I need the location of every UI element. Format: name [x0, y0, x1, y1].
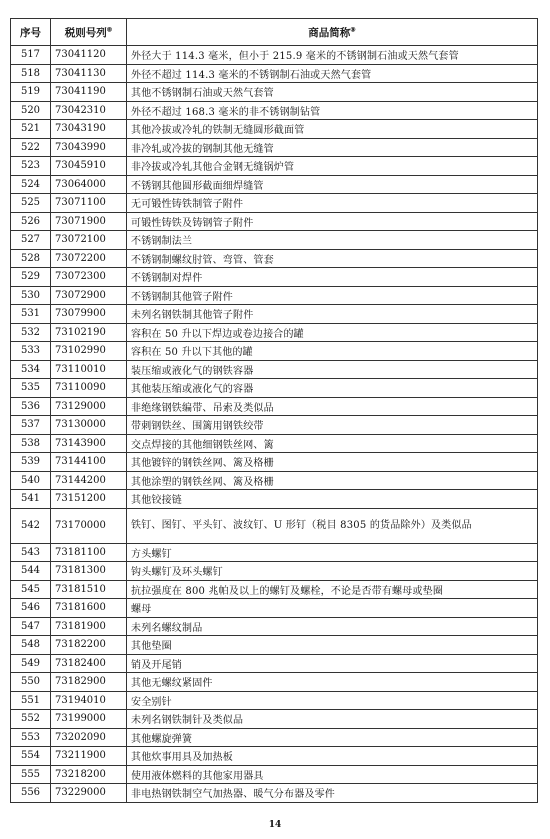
code-cell: 73181510 — [51, 580, 127, 599]
code-cell: 73170000 — [51, 508, 127, 543]
table-row — [11, 212, 538, 231]
name-cell: 容积在 50 升以下其他的罐 — [127, 342, 538, 361]
name-cell: 不锈钢制法兰 — [127, 231, 538, 250]
code-cell: 73181300 — [51, 562, 127, 581]
name-cell: 容积在 50 升以下焊边或卷边接合的罐 — [127, 323, 538, 342]
code-cell: 73072300 — [51, 268, 127, 287]
table-row — [11, 490, 538, 509]
seq-cell: 541 — [11, 490, 51, 509]
seq-cell: 542 — [11, 508, 51, 543]
table-row — [11, 64, 538, 83]
seq-cell: 547 — [11, 617, 51, 636]
seq-cell: 552 — [11, 710, 51, 729]
seq-cell: 534 — [11, 360, 51, 379]
table-row — [11, 231, 538, 250]
name-cell: 使用液体燃料的其他家用器具 — [127, 765, 538, 784]
table-row — [11, 342, 538, 361]
seq-cell: 537 — [11, 416, 51, 435]
name-cell: 可锻性铸铁及铸钢管子附件 — [127, 212, 538, 231]
name-cell: 其他不锈钢制石油或天然气套管 — [127, 83, 538, 102]
code-cell: 73072900 — [51, 286, 127, 305]
tariff-table — [10, 18, 538, 803]
name-cell: 销及开尾销 — [127, 654, 538, 673]
code-cell: 73182900 — [51, 673, 127, 692]
header-name-footnote: ⑨ — [350, 26, 356, 33]
code-cell: 73181100 — [51, 543, 127, 562]
table-row — [11, 305, 538, 324]
table-row — [11, 157, 538, 176]
code-cell: 73043190 — [51, 120, 127, 139]
code-cell: 73181600 — [51, 599, 127, 618]
table-row — [11, 691, 538, 710]
code-cell: 73143900 — [51, 434, 127, 453]
table-row — [11, 194, 538, 213]
header-code-footnote: ⑧ — [106, 26, 113, 33]
name-cell: 不锈钢其他圆形截面细焊缝管 — [127, 175, 538, 194]
name-cell: 交点焊接的其他细钢铁丝网、篱 — [127, 434, 538, 453]
seq-cell: 540 — [11, 471, 51, 490]
name-cell: 非电热钢铁制空气加热器、暖气分布器及零件 — [127, 784, 538, 803]
name-cell: 外径大于 114.3 毫米，但小于 215.9 毫米的不锈钢制石油或天然气套管 — [127, 46, 538, 65]
code-cell: 73079900 — [51, 305, 127, 324]
name-cell: 其他炊事用具及加热板 — [127, 747, 538, 766]
code-cell: 73064000 — [51, 175, 127, 194]
seq-cell: 520 — [11, 101, 51, 120]
name-cell: 带刺钢铁丝、围篱用钢铁绞带 — [127, 416, 538, 435]
table-row — [11, 416, 538, 435]
name-cell: 不锈钢制对焊件 — [127, 268, 538, 287]
seq-cell: 521 — [11, 120, 51, 139]
seq-cell: 550 — [11, 673, 51, 692]
name-cell: 其他螺旋弹簧 — [127, 728, 538, 747]
code-cell: 73144100 — [51, 453, 127, 472]
name-cell: 钩头螺钉及环头螺钉 — [127, 562, 538, 581]
name-cell: 其他装压缩或液化气的容器 — [127, 379, 538, 398]
name-cell: 其他垫圈 — [127, 636, 538, 655]
code-cell: 73144200 — [51, 471, 127, 490]
seq-cell: 526 — [11, 212, 51, 231]
table-row — [11, 46, 538, 65]
name-cell: 非冷拔或冷轧其他合金钢无缝锅炉管 — [127, 157, 538, 176]
seq-cell: 528 — [11, 249, 51, 268]
table-row — [11, 508, 538, 543]
seq-cell: 529 — [11, 268, 51, 287]
code-cell: 73194010 — [51, 691, 127, 710]
name-cell: 不锈钢制螺纹肘管、弯管、管套 — [127, 249, 538, 268]
table-row — [11, 120, 538, 139]
code-cell: 73041190 — [51, 83, 127, 102]
table-row — [11, 175, 538, 194]
seq-cell: 548 — [11, 636, 51, 655]
table-row — [11, 360, 538, 379]
code-cell: 73199000 — [51, 710, 127, 729]
seq-cell: 556 — [11, 784, 51, 803]
name-cell: 未列名钢铁制针及类似品 — [127, 710, 538, 729]
code-cell: 73071100 — [51, 194, 127, 213]
header-seq: 序号 — [11, 19, 51, 46]
table-row — [11, 543, 538, 562]
code-cell: 73218200 — [51, 765, 127, 784]
table-row — [11, 268, 538, 287]
table-row — [11, 784, 538, 803]
seq-cell: 530 — [11, 286, 51, 305]
name-cell: 其他冷拔或冷轧的铁制无缝圆形截面管 — [127, 120, 538, 139]
header-code: 税则号列⑧ — [51, 19, 127, 46]
table-row — [11, 617, 538, 636]
code-cell: 73110090 — [51, 379, 127, 398]
seq-cell: 545 — [11, 580, 51, 599]
table-row — [11, 249, 538, 268]
code-cell: 73042310 — [51, 101, 127, 120]
table-header-row — [11, 19, 538, 46]
seq-cell: 525 — [11, 194, 51, 213]
table-row — [11, 599, 538, 618]
seq-cell: 536 — [11, 397, 51, 416]
table-row — [11, 765, 538, 784]
code-cell: 73181900 — [51, 617, 127, 636]
code-cell: 73043990 — [51, 138, 127, 157]
seq-cell: 532 — [11, 323, 51, 342]
table-row — [11, 673, 538, 692]
seq-cell: 524 — [11, 175, 51, 194]
name-cell: 螺母 — [127, 599, 538, 618]
table-row — [11, 138, 538, 157]
name-cell: 其他涂塑的钢铁丝网、篱及格栅 — [127, 471, 538, 490]
name-cell: 外径不超过 168.3 毫米的非不锈钢制钻管 — [127, 101, 538, 120]
code-cell: 73151200 — [51, 490, 127, 509]
table-row — [11, 654, 538, 673]
code-cell: 73102190 — [51, 323, 127, 342]
code-cell: 73102990 — [51, 342, 127, 361]
table-row — [11, 747, 538, 766]
seq-cell: 551 — [11, 691, 51, 710]
code-cell: 73072200 — [51, 249, 127, 268]
header-name: 商品简称⑨ — [127, 19, 538, 46]
seq-cell: 523 — [11, 157, 51, 176]
code-cell: 73182200 — [51, 636, 127, 655]
seq-cell: 553 — [11, 728, 51, 747]
seq-cell: 531 — [11, 305, 51, 324]
page-number: 14 — [268, 820, 282, 830]
seq-cell: 535 — [11, 379, 51, 398]
name-cell: 不锈钢制其他管子附件 — [127, 286, 538, 305]
name-cell: 非绝缘钢铁编带、吊索及类似品 — [127, 397, 538, 416]
seq-cell: 544 — [11, 562, 51, 581]
seq-cell: 555 — [11, 765, 51, 784]
code-cell: 73182400 — [51, 654, 127, 673]
name-cell: 未列名螺纹制品 — [127, 617, 538, 636]
name-cell: 未列名钢铁制其他管子附件 — [127, 305, 538, 324]
table-row — [11, 434, 538, 453]
name-cell: 其他无螺纹紧固件 — [127, 673, 538, 692]
name-cell: 外径不超过 114.3 毫米的不锈钢制石油或天然气套管 — [127, 64, 538, 83]
code-cell: 73130000 — [51, 416, 127, 435]
table-row — [11, 728, 538, 747]
table-row — [11, 397, 538, 416]
name-cell: 装压缩或液化气的钢铁容器 — [127, 360, 538, 379]
table-row — [11, 453, 538, 472]
code-cell: 73045910 — [51, 157, 127, 176]
name-cell: 方头螺钉 — [127, 543, 538, 562]
table-row — [11, 471, 538, 490]
table-row — [11, 286, 538, 305]
table-row — [11, 83, 538, 102]
table-row — [11, 636, 538, 655]
seq-cell: 538 — [11, 434, 51, 453]
seq-cell: 533 — [11, 342, 51, 361]
code-cell: 73071900 — [51, 212, 127, 231]
seq-cell: 518 — [11, 64, 51, 83]
table-row — [11, 323, 538, 342]
code-cell: 73202090 — [51, 728, 127, 747]
name-cell: 安全别针 — [127, 691, 538, 710]
seq-cell: 539 — [11, 453, 51, 472]
name-cell: 铁钉、图钉、平头钉、波纹钉、U 形钉（税目 8305 的货品除外）及类似品 — [127, 508, 538, 543]
table-row — [11, 379, 538, 398]
seq-cell: 519 — [11, 83, 51, 102]
name-cell: 抗拉强度在 800 兆帕及以上的螺钉及螺栓，不论是否带有螺母或垫圈 — [127, 580, 538, 599]
table-row — [11, 562, 538, 581]
name-cell: 无可锻性铸铁制管子附件 — [127, 194, 538, 213]
seq-cell: 549 — [11, 654, 51, 673]
code-cell: 73129000 — [51, 397, 127, 416]
seq-cell: 554 — [11, 747, 51, 766]
code-cell: 73041130 — [51, 64, 127, 83]
code-cell: 73110010 — [51, 360, 127, 379]
table-row — [11, 101, 538, 120]
seq-cell: 522 — [11, 138, 51, 157]
code-cell: 73072100 — [51, 231, 127, 250]
table-row — [11, 710, 538, 729]
table-row — [11, 580, 538, 599]
code-cell: 73041120 — [51, 46, 127, 65]
code-cell: 73229000 — [51, 784, 127, 803]
seq-cell: 546 — [11, 599, 51, 618]
name-cell: 其他铰接链 — [127, 490, 538, 509]
seq-cell: 527 — [11, 231, 51, 250]
seq-cell: 517 — [11, 46, 51, 65]
code-cell: 73211900 — [51, 747, 127, 766]
name-cell: 非冷轧或冷拔的钢制其他无缝管 — [127, 138, 538, 157]
name-cell: 其他镀锌的钢铁丝网、篱及格栅 — [127, 453, 538, 472]
seq-cell: 543 — [11, 543, 51, 562]
